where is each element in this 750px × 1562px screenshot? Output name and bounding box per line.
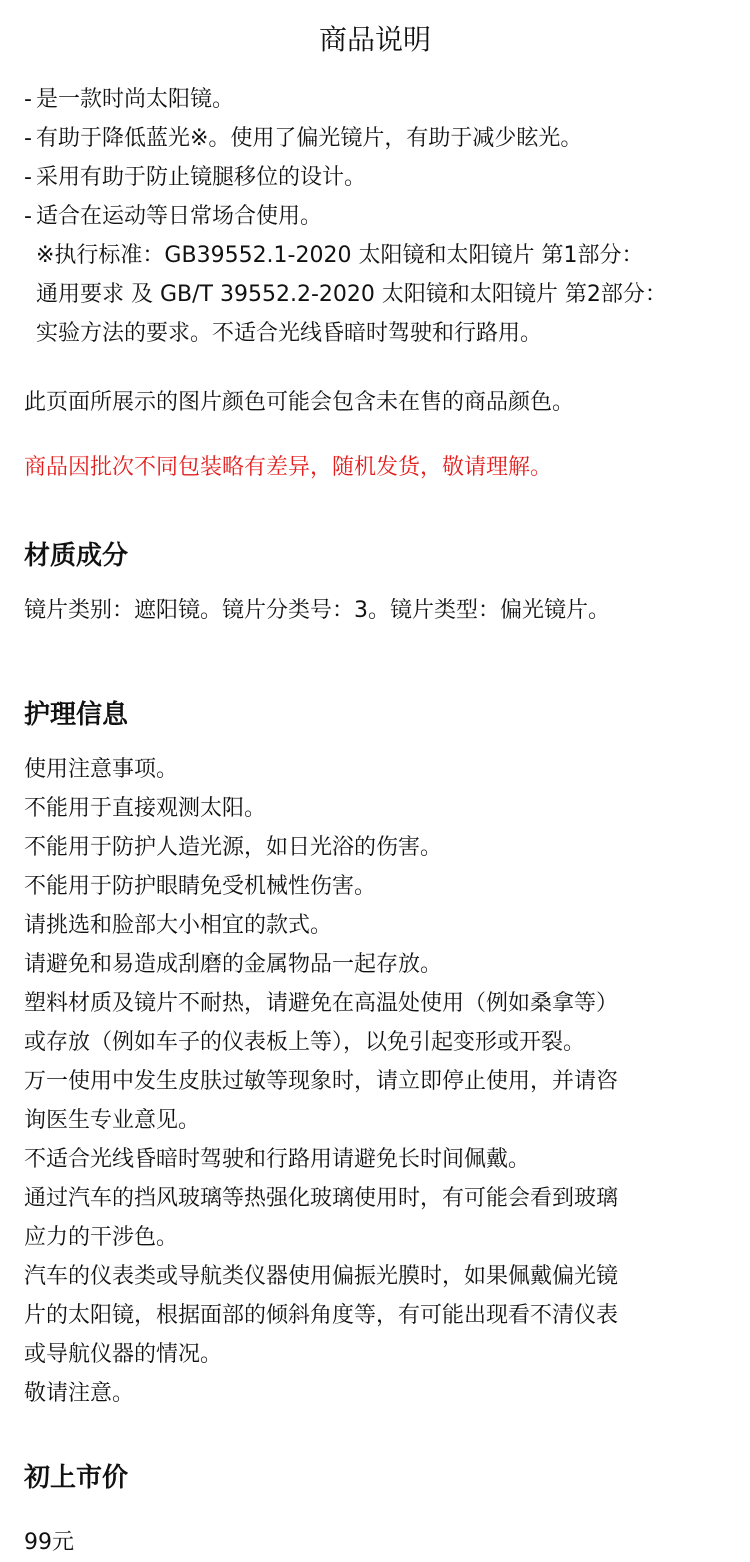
- bullet-marker: -: [24, 87, 32, 112]
- care-line: 塑料材质及镜片不耐热，请避免在高温处使用（例如桑拿等）: [24, 991, 619, 1016]
- care-line: 请避免和易造成刮磨的金属物品一起存放。: [24, 952, 443, 977]
- feature-bullet-list: [24, 80, 726, 236]
- feature-bullet-text: 有助于降低蓝光※。使用了偏光镜片，有助于减少眩光。: [36, 126, 583, 151]
- care-line: 或存放（例如车子的仪表板上等），以免引起变形或开裂。: [24, 1030, 586, 1055]
- bullet-marker: -: [24, 165, 32, 190]
- standard-note-line: 通用要求 及 GB/T 39552.2-2020 太阳镜和太阳镜片 第2部分：: [36, 282, 667, 307]
- feature-bullet-text: 适合在运动等日常场合使用。: [36, 204, 323, 229]
- care-heading: 护理信息: [24, 700, 129, 730]
- feature-bullet: [24, 197, 726, 236]
- packaging-warning: 商品因批次不同包装略有差异，随机发货，敬请理解。: [24, 455, 553, 480]
- material-heading: 材质成分: [24, 541, 129, 571]
- care-line: 敬请注意。: [24, 1381, 135, 1406]
- feature-bullet-text: 采用有助于防止镜腿移位的设计。: [36, 165, 367, 190]
- care-line: 不能用于防护人造光源，如日光浴的伤害。: [24, 835, 443, 860]
- care-line: 通过汽车的挡风玻璃等热强化玻璃使用时，有可能会看到玻璃: [24, 1186, 619, 1211]
- standard-note-line: ※执行标准：GB39552.1-2020 太阳镜和太阳镜片 第1部分：: [36, 243, 644, 268]
- feature-bullet: [24, 158, 726, 197]
- care-line: 不能用于直接观测太阳。: [24, 796, 267, 821]
- feature-bullet: [24, 119, 726, 158]
- care-line: 或导航仪器的情况。: [24, 1342, 223, 1367]
- bullet-marker: -: [24, 204, 32, 229]
- care-line: 使用注意事项。: [24, 757, 179, 782]
- color-notice: 此页面所展示的图片颜色可能会包含未在售的商品颜色。: [24, 390, 575, 415]
- care-line: 询医生专业意见。: [24, 1108, 201, 1133]
- care-list: [24, 750, 726, 1413]
- care-line: 请挑选和脸部大小相宜的款式。: [24, 913, 333, 938]
- care-line: 不适合光线昏暗时驾驶和行路用请避免长时间佩戴。: [24, 1147, 531, 1172]
- price-heading: 初上市价: [24, 1463, 129, 1493]
- standard-note-line: 实验方法的要求。不适合光线昏暗时驾驶和行路用。: [36, 321, 543, 346]
- care-line: 片的太阳镜，根据面部的倾斜角度等，有可能出现看不清仪表: [24, 1303, 619, 1328]
- feature-bullet-text: 是一款时尚太阳镜。: [36, 87, 235, 112]
- care-line: 汽车的仪表类或导航类仪器使用偏振光膜时，如果佩戴偏光镜: [24, 1264, 619, 1289]
- care-line: 万一使用中发生皮肤过敏等现象时，请立即停止使用，并请咨: [24, 1069, 619, 1094]
- standard-note: [24, 236, 726, 353]
- material-text: 镜片类别：遮阳镜。镜片分类号：3。镜片类型：偏光镜片。: [24, 598, 610, 623]
- price-value: 99元: [24, 1530, 74, 1555]
- feature-bullet: [24, 80, 726, 119]
- care-line: 不能用于防护眼睛免受机械性伤害。: [24, 874, 377, 899]
- care-line: 应力的干涉色。: [24, 1225, 179, 1250]
- bullet-marker: -: [24, 126, 32, 151]
- page-title: 商品说明: [318, 23, 431, 56]
